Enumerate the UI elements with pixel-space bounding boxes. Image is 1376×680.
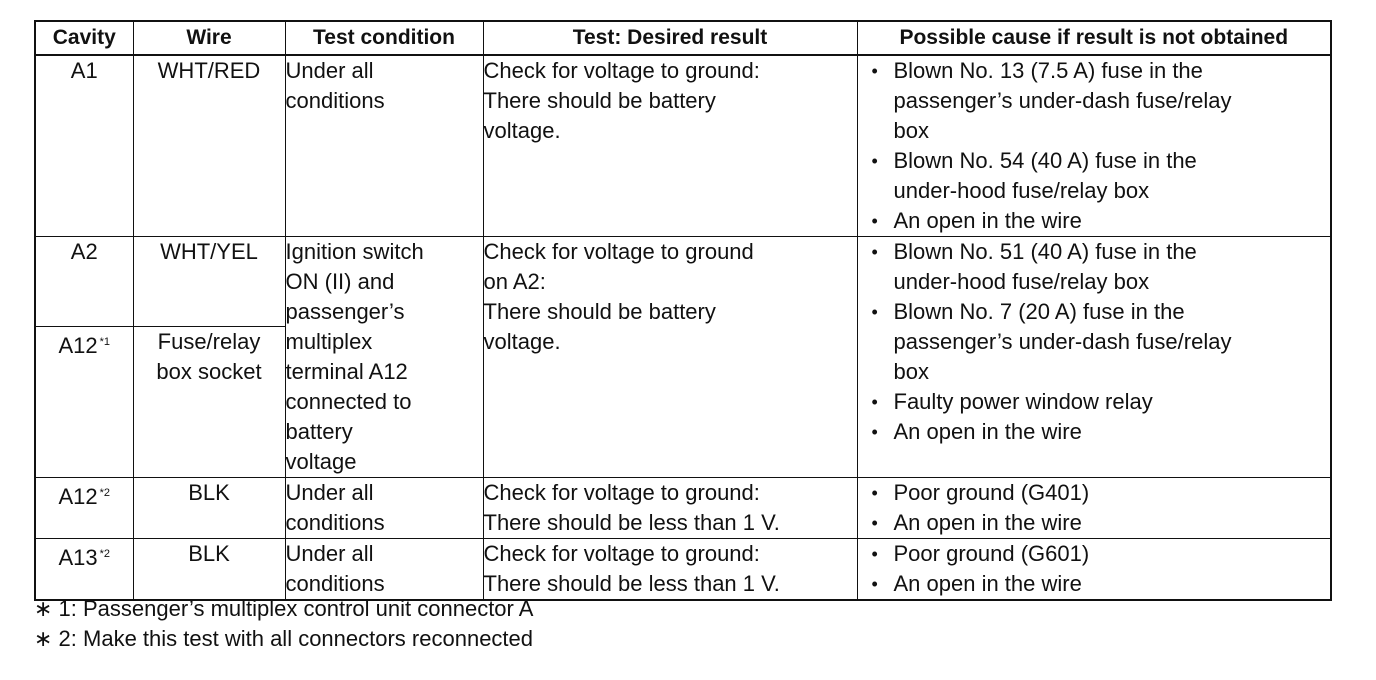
- bullet-icon: •: [871, 211, 878, 231]
- table-row: [35, 55, 1331, 237]
- result-line: voltage.: [483, 329, 561, 354]
- footnote-1: ∗ 1: Passenger’s multiplex control unit connector A: [34, 596, 534, 621]
- cavity-label: A13: [58, 545, 98, 570]
- result-line: There should be less than 1 V.: [483, 510, 780, 535]
- cause-line: box: [893, 359, 929, 384]
- bullet-icon: •: [871, 513, 878, 533]
- table-header-row: [35, 21, 1331, 55]
- cavity-label: A12: [58, 333, 98, 359]
- header-desired-result: Test: Desired result: [483, 21, 857, 55]
- cause-line: Blown No. 54 (40 A) fuse in the: [893, 148, 1197, 173]
- cause-line: An open in the wire: [893, 208, 1082, 233]
- condition-line: multiplex: [285, 329, 373, 354]
- header-test-condition: Test condition: [285, 21, 483, 55]
- result-cell: [483, 539, 857, 601]
- wire-cell: WHT/YEL: [133, 237, 285, 327]
- condition-line: conditions: [285, 88, 385, 113]
- condition-line: voltage: [285, 449, 357, 474]
- footnote-marker: *2: [99, 548, 111, 560]
- cause-line: An open in the wire: [893, 571, 1082, 596]
- cause-line: Blown No. 51 (40 A) fuse in the: [893, 239, 1197, 264]
- cause-line: passenger’s under-dash fuse/relay: [893, 329, 1232, 354]
- bullet-icon: •: [871, 242, 878, 262]
- footnote-2: ∗ 2: Make this test with all connectors reconnected: [34, 626, 534, 651]
- cause-line: Faulty power window relay: [893, 389, 1153, 414]
- result-line: voltage.: [483, 118, 561, 143]
- list-item: [870, 539, 1327, 569]
- result-cell: [483, 55, 857, 237]
- wire-cell: WHT/RED: [133, 55, 285, 237]
- wire-line: Fuse/relay: [157, 329, 261, 355]
- list-item: [870, 417, 1327, 447]
- cause-line: passenger’s under-dash fuse/relay: [893, 88, 1232, 113]
- table-row: [35, 237, 1331, 327]
- table-row: [35, 478, 1331, 539]
- cause-cell: [857, 237, 1331, 478]
- result-line: There should be less than 1 V.: [483, 571, 780, 596]
- list-item: [870, 237, 1327, 297]
- cause-cell: [857, 478, 1331, 539]
- cause-list: [858, 56, 1331, 236]
- cavity-cell: A2: [35, 237, 133, 327]
- bullet-icon: •: [871, 302, 878, 322]
- list-item: [870, 146, 1327, 206]
- wire-cell: BLK: [133, 478, 285, 539]
- result-line: Check for voltage to ground:: [483, 541, 760, 566]
- cause-line: under-hood fuse/relay box: [893, 269, 1150, 294]
- footnote-marker: *2: [99, 487, 111, 499]
- bullet-icon: •: [871, 544, 878, 564]
- cavity-cell: [35, 327, 133, 478]
- footnotes: [34, 594, 533, 654]
- header-cavity: Cavity: [35, 21, 133, 55]
- result-line: There should be battery: [483, 299, 716, 324]
- condition-cell: [285, 55, 483, 237]
- wire-line: box socket: [156, 359, 262, 385]
- bullet-icon: •: [871, 422, 878, 442]
- list-item: [870, 478, 1327, 508]
- result-line: Check for voltage to ground:: [483, 58, 760, 83]
- cause-list: [858, 539, 1331, 599]
- condition-line: passenger’s: [285, 299, 405, 324]
- condition-line: battery: [285, 419, 353, 444]
- list-item: [870, 508, 1327, 538]
- cavity-cell: [35, 478, 133, 539]
- condition-line: connected to: [285, 389, 412, 414]
- condition-cell: [285, 478, 483, 539]
- bullet-icon: •: [871, 151, 878, 171]
- result-line: on A2:: [483, 269, 546, 294]
- list-item: [870, 56, 1327, 146]
- cavity-cell: A1: [35, 55, 133, 237]
- condition-line: Under all: [285, 480, 374, 505]
- cavity-label: A12: [58, 484, 98, 509]
- condition-line: ON (II) and: [285, 269, 395, 294]
- list-item: [870, 297, 1327, 387]
- wire-cell: [133, 327, 285, 478]
- list-item: [870, 387, 1327, 417]
- result-line: Check for voltage to ground:: [483, 480, 760, 505]
- cause-line: under-hood fuse/relay box: [893, 178, 1150, 203]
- condition-line: Under all: [285, 541, 374, 566]
- condition-line: conditions: [285, 571, 385, 596]
- cause-line: An open in the wire: [893, 419, 1082, 444]
- list-item: [870, 569, 1327, 599]
- header-wire: Wire: [133, 21, 285, 55]
- cause-cell: [857, 55, 1331, 237]
- bullet-icon: •: [871, 392, 878, 412]
- condition-line: Under all: [285, 58, 374, 83]
- list-item: [870, 206, 1327, 236]
- result-cell: [483, 237, 857, 478]
- cavity-cell: [35, 539, 133, 601]
- result-cell: [483, 478, 857, 539]
- wiring-test-table: [34, 20, 1332, 601]
- condition-line: Ignition switch: [285, 239, 424, 264]
- table-row: [35, 539, 1331, 601]
- condition-line: conditions: [285, 510, 385, 535]
- condition-cell: [285, 237, 483, 478]
- cause-line: Poor ground (G401): [893, 480, 1090, 505]
- condition-line: terminal A12: [285, 359, 408, 384]
- result-line: There should be battery: [483, 88, 716, 113]
- wire-cell: BLK: [133, 539, 285, 601]
- result-line: Check for voltage to ground: [483, 239, 754, 264]
- cause-line: An open in the wire: [893, 510, 1082, 535]
- cause-cell: [857, 539, 1331, 601]
- cause-list: [858, 478, 1331, 538]
- bullet-icon: •: [871, 574, 878, 594]
- bullet-icon: •: [871, 483, 878, 503]
- cause-line: Blown No. 7 (20 A) fuse in the: [893, 299, 1185, 324]
- cause-line: box: [893, 118, 929, 143]
- footnote-marker: *1: [99, 336, 111, 349]
- cause-line: Blown No. 13 (7.5 A) fuse in the: [893, 58, 1203, 83]
- cause-line: Poor ground (G601): [893, 541, 1090, 566]
- cause-list: [858, 237, 1331, 447]
- condition-cell: [285, 539, 483, 601]
- header-possible-cause: Possible cause if result is not obtained: [857, 21, 1331, 55]
- bullet-icon: •: [871, 61, 878, 81]
